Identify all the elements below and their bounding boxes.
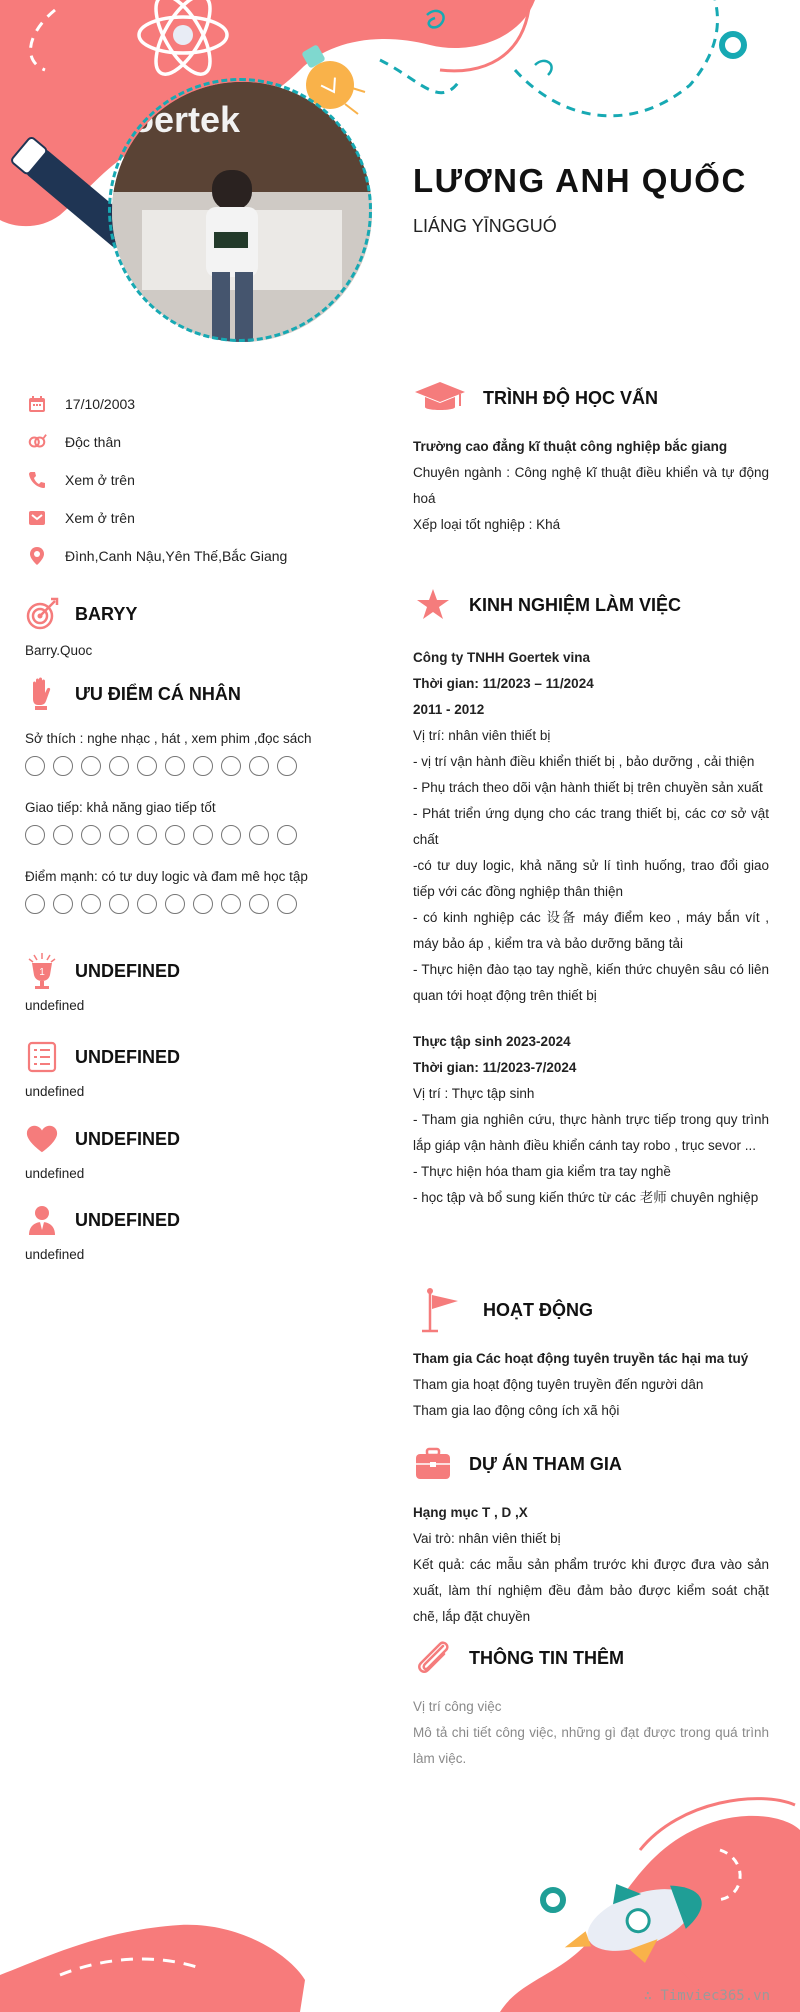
extra-section-awards [25,954,365,1013]
trophy-icon [25,954,59,988]
rating-dot[interactable] [193,756,213,776]
footer-decoration [0,1780,800,2012]
section-text: undefined [25,1084,85,1099]
grade: Xếp loại tốt nghiệp : Khá [413,517,561,532]
goal-text: Barry.Quoc [25,643,93,658]
skill-label: Điểm mạnh: có tư duy logic và đam mê học tập [25,869,308,884]
rating-dot[interactable] [25,756,45,776]
info-text: 17/10/2003 [65,396,136,412]
activities-header [413,1292,769,1328]
extra-header [25,1122,365,1156]
svg-text:oertek: oertek [132,99,241,140]
project-line: Vai trò: nhân viên thiết bị [413,1531,561,1546]
rating-dot[interactable] [81,825,101,845]
experience-header [413,587,769,623]
rating-dot[interactable] [277,756,297,776]
rating-dot[interactable] [137,825,157,845]
rating-dot[interactable] [53,825,73,845]
project-line: Kết quả: các mẫu sản phẩm trước khi được đưa vào sản xuất, làm thí nghiệm đều đảm bảo được kiểm soát chặt chẽ, lắp đặt chuyền [413,1557,769,1624]
strengths-section [25,677,365,938]
activity-heading: Tham gia Các hoạt động tuyên truyền tác hại ma tuý [413,1351,749,1366]
photo-ring [108,78,372,342]
rating-dot[interactable] [137,894,157,914]
rating-dot[interactable] [109,825,129,845]
job-line: Vị trí : Thực tập sinh [413,1086,535,1101]
rating-dot[interactable] [249,756,269,776]
location-icon [27,546,47,566]
paperclip-icon [413,1640,453,1676]
email-icon [27,508,47,528]
rating-dot[interactable] [109,756,129,776]
job-line: - vị trí vận hành điều khiển thiết bị , bảo dưỡng , cải thiện [413,754,755,769]
heart-icon [25,1122,59,1156]
extra-section-reference [25,1203,365,1262]
graduation-cap-icon [413,380,467,416]
activities-section [413,1292,769,1424]
target-icon [25,597,59,631]
job-line: - Phát triển ứng dụng cho các trang thiết bị, các cơ sở vật chất [413,806,769,847]
rating-dot[interactable] [249,894,269,914]
job-company: Công ty TNHH Goertek vina [413,650,591,665]
job-line: Vị trí: nhân viên thiết bị [413,728,551,743]
rating-dot[interactable] [109,894,129,914]
section-text: undefined [25,1166,85,1181]
section-title: UNDEFINED [75,1209,181,1230]
more-info-line: Vị trí công việc [413,1699,502,1714]
extra-header [25,1040,365,1074]
rating-dot[interactable] [81,756,101,776]
more-info-header [413,1640,769,1676]
rating-dot[interactable] [25,894,45,914]
info-text: Xem ở trên [65,472,135,488]
job-line: - có kinh nghiệp các 设备 máy điểm keo , máy bắn vít , máy bảo áp , kiểm tra và bảo dưỡng băng tải [413,910,769,951]
info-address [27,537,387,575]
school-name: Trường cao đẳng kĩ thuật công nghiệp bắc giang [413,439,728,454]
rating-dot[interactable] [165,825,185,845]
info-text: Độc thân [65,434,122,450]
rating-dot[interactable] [25,825,45,845]
section-title: TRÌNH ĐỘ HỌC VẤN [483,387,658,408]
rating-dot[interactable] [165,756,185,776]
job-line: - Tham gia nghiên cứu, thực hành trực tiếp trong quy trình lắp giáp vận hành điều khiển cánh tay robo , trục sevor ... [413,1112,769,1153]
job-entry [413,1029,769,1211]
job-time: Thời gian: 11/2023 – 11/2024 [413,676,594,691]
skill-rating[interactable] [25,756,365,776]
job-company: Thực tập sinh 2023-2024 [413,1034,571,1049]
skills-list [25,731,365,914]
alt-name: LIÁNG YĪNGGUÓ [413,216,557,236]
section-title: UNDEFINED [75,1046,181,1067]
checklist-icon [25,1040,59,1074]
calendar-icon [27,394,47,414]
section-title: ƯU ĐIỂM CÁ NHÂN [75,683,241,704]
strengths-header [25,677,365,711]
info-text: Xem ở trên [65,510,135,526]
projects-section [413,1446,769,1630]
rating-dot[interactable] [249,825,269,845]
info-email [27,499,387,537]
rating-dot[interactable] [137,756,157,776]
info-text: Đình,Canh Nậu,Yên Thế,Bắc Giang [65,548,288,564]
project-heading: Hạng mục T , D ,X [413,1505,528,1520]
rating-dot[interactable] [221,825,241,845]
skill-label: Sở thích : nghe nhạc , hát , xem phim ,đọc sách [25,731,312,746]
education-section [413,380,769,538]
extra-header [25,954,365,988]
job-entry [413,645,769,1009]
projects-header [413,1446,769,1482]
skill-rating[interactable] [25,825,365,845]
major: Chuyên ngành : Công nghệ kĩ thuật điều khiển và tự động hoá [413,465,769,506]
rating-dot[interactable] [193,894,213,914]
extra-header [25,1203,365,1237]
skill-rating[interactable] [25,894,365,914]
job-line: - học tập và bổ sung kiến thức từ các 老师 chuyên nghiệp [413,1190,759,1205]
star-icon [413,587,453,623]
job-years: 2011 - 2012 [413,702,485,717]
extra-section-list [25,1040,365,1099]
job-line: -có tư duy logic, khả năng sử lí tình huống, trao đổi giao tiếp với các đồng nghiệp thân thiện [413,858,769,899]
extra-section-interests [25,1122,365,1181]
info-marital [27,423,387,461]
section-title: THÔNG TIN THÊM [469,1647,624,1668]
job-line: - Phụ trách theo dõi vận hành thiết bị trên chuyền sản xuất [413,780,763,795]
job-line: - Thực hiện đào tạo tay nghề, kiến thức chuyên sâu có liên quan tới hoạt động trên thiết bị [413,962,769,1003]
watermark: ∴ Timviec365.vn [643,1988,770,2004]
rating-dot[interactable] [53,894,73,914]
education-header [413,380,769,416]
more-info-section [413,1640,769,1772]
skill-label: Giao tiếp: khả năng giao tiếp tốt [25,800,216,815]
section-title: UNDEFINED [75,960,181,981]
info-phone [27,461,387,499]
section-title: UNDEFINED [75,1128,181,1149]
section-title: BARYY [75,603,138,624]
personal-info [27,385,387,575]
hand-icon [25,677,59,711]
activity-line: Tham gia lao động công ích xã hội [413,1403,620,1418]
rating-dot[interactable] [81,894,101,914]
section-title: DỰ ÁN THAM GIA [469,1453,622,1474]
info-birthday [27,385,387,423]
rating-dot[interactable] [221,894,241,914]
section-title: KINH NGHIỆM LÀM VIỆC [469,594,682,615]
rating-dot[interactable] [277,894,297,914]
rating-dot[interactable] [193,825,213,845]
goal-header [25,597,365,631]
job-line: - Thực hiện hóa tham gia kiểm tra tay nghề [413,1164,671,1179]
flag-icon [413,1292,467,1328]
section-text: undefined [25,998,85,1013]
more-info-line: Mô tả chi tiết công việc, những gì đạt được trong quá trình làm việc. [413,1725,769,1766]
briefcase-icon [413,1446,453,1482]
rating-dot[interactable] [165,894,185,914]
section-text: undefined [25,1247,85,1262]
full-name: LƯƠNG ANH QUỐC [413,162,747,199]
section-title: HOẠT ĐỘNG [483,1299,593,1320]
rating-dot[interactable] [277,825,297,845]
phone-icon [27,470,47,490]
rating-dot[interactable] [53,756,73,776]
activity-line: Tham gia hoạt động tuyên truyền đến người dân [413,1377,704,1392]
rating-dot[interactable] [221,756,241,776]
experience-section [413,587,769,1211]
svg-text:1: 1 [39,967,45,978]
person-icon [25,1203,59,1237]
gender-icon [27,432,47,452]
goal-section [25,597,365,658]
job-time: Thời gian: 11/2023-7/2024 [413,1060,577,1075]
